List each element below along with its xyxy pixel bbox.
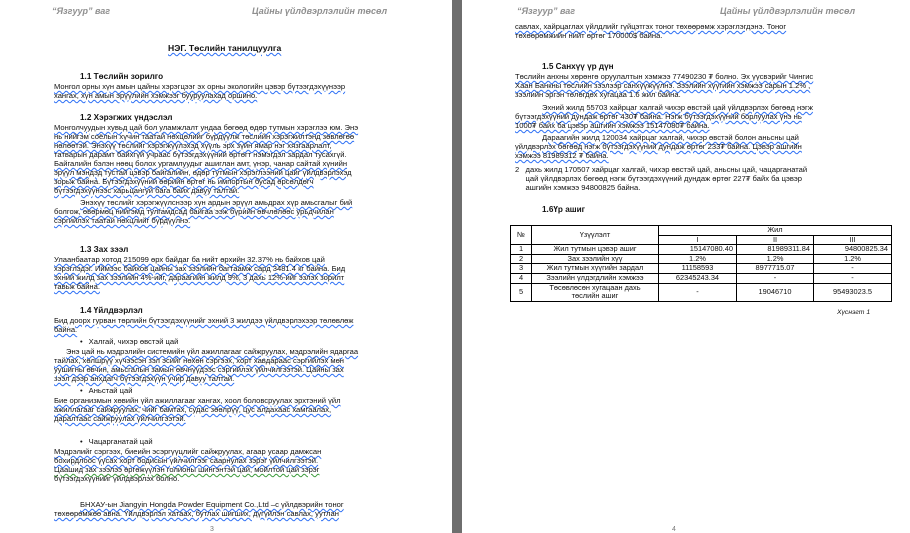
section-heading: 1.2 Хэрэгжих үндэслэл — [80, 113, 173, 122]
text-line: бохирдлоос үүсах хорт бодисын үйлчилгээг саарнулах зэрэг үйлчилгээтэй. — [54, 456, 319, 465]
text-line: 1000₮ байх ба цэвэр ашгийн хэмжээ 15147080₮ байна. — [515, 121, 710, 130]
text-line: Бид доорх гурван төрлийн бүтээгдэхүүнийг эхний 3 жилдээ үйлдвэрлэхээр төлөвлөж — [54, 316, 354, 325]
header-right: Цайны үйлдвэрлэлийн төсөл — [252, 6, 388, 16]
text-line: Бие организмын хөвийн үйл ажиллагааг хангах, хоол боловсруулах эрхтэний үйл — [54, 396, 341, 405]
text-line: Монгол орны хүн амын цайны хэрэгцээг эх орны экологийн цэвэр бүтээгдэхүүнээр — [54, 82, 346, 91]
bullet-item: • Халгай, чихэр өвстэй цай — [80, 337, 178, 346]
text-line: төхөөрөмжөө авна. Үйлдвэрлэл хатаах, бутлах шигших, дүгүйлэн савлах, уутлан — [54, 509, 339, 518]
table-header-year: Жил — [659, 226, 892, 236]
table-caption: Хүснэгт 1 — [837, 309, 871, 316]
row-no: 4 — [511, 273, 532, 283]
text-line: бүтээгдэхүүнээс харьцангуй бага байх давуу талтай. — [54, 186, 240, 195]
text-line: хэрэглэдэг. Иймээс байхов цайны зах зээлийн багтаамж сард 3481.4 кг байна. Бид — [54, 264, 346, 273]
row-value: 1.2% — [659, 254, 737, 264]
row-value: 1.2% — [736, 254, 813, 264]
text-line: зорьж байна. Бүтээгдэхүүний өөрийн өртөг нь импортын бусад өрсөлдөгч — [54, 177, 314, 186]
section-heading: 1.4 Үйлдвэрлэл — [80, 306, 143, 315]
text-line: тавьж байна. — [54, 282, 100, 291]
row-value: 1.2% — [814, 254, 892, 264]
text-line: 2 дахь жилд 170507 хайрцаг халгай, чихэр өвстэй цай, аньсны цай, чацарганатай — [515, 165, 808, 174]
row-label: Төсөвлөсөн хугацаан дахь төслийн ашиг — [532, 283, 659, 301]
text-line: Эхний жилд 55703 хайрцаг халгай чихэр өвстэй цай үйлдвэрлэх бөгөөд нэгж — [542, 103, 813, 112]
text-line: зээлийн эргэн төлөгдөх хугацаа 1.6 жил байна. — [515, 90, 681, 99]
text-line: Энэ цай нь мэдрэлийн системийн үйл ажиллагааг сайжруулах, мэдрэлийн ядаргаа — [66, 347, 359, 356]
text-line: татварын дарамт байхгүй учраас бүтээгдэхүүний өртөгт нэмэгдэл зардал тусахгүй. — [54, 150, 347, 159]
text-line: Төслийн анхны хөрөнгө оруулалтын хэмжээ 77490230 ₮ болно. Эх үүсвэрийг Чингис — [515, 72, 814, 81]
efficiency-table — [510, 225, 892, 302]
text-line: Байгалийн бэлэн нөөц болох ургамлуудыг ашиглан амт, үнэр, чанар сайтай хүнийн — [54, 159, 348, 168]
row-value: 95493023.5 — [814, 283, 892, 301]
row-value: 19046710 — [736, 283, 813, 301]
doc-title: НЭГ. Төслийн танилцуулга — [168, 43, 282, 53]
section-heading: 1.6Үр ашиг — [542, 205, 586, 214]
row-label: Зах зээлийн хүү — [532, 254, 659, 264]
page-number: 3 — [210, 526, 214, 533]
table-header-year-1: I — [659, 235, 737, 245]
table-header-no: № — [511, 226, 532, 245]
row-no: 2 — [511, 254, 532, 264]
row-value: - — [814, 273, 892, 283]
row-value: - — [736, 273, 813, 283]
text-line: Энэхүү төслийг хэрэгжүүлснээр хүн ардын эрүүл амьдрах хүр амьсгалыг бий — [80, 198, 353, 207]
text-line: байна. — [54, 325, 78, 334]
text-line: зээл дээр анхдагч бүтээгдэхүүн учир давуу талтай. — [54, 374, 235, 383]
text-line: уушигны өвчин, амьсгалын замын өвчнүүдээс сэргийлэх үйлчилгээтэй. Цайны зах — [54, 365, 344, 374]
text-line: эрүүл мэндэд тустай цэвэр байгалийн, өдөр тутмын хэрэглээний цайг үйлдвэрлэхэд — [54, 168, 352, 177]
row-value: 11158593 — [659, 264, 737, 274]
table-header-year-2: II — [736, 235, 813, 245]
text-line: хэмжээ 81989312 ₮ байна. — [515, 151, 609, 160]
text-line: цай үйлдвэрлэх бөгөөд нэгж бүтээгдэхүүний дундаж өртөг 227₮ байх ба цэвэр — [515, 174, 802, 183]
text-line: бүтээгдэхүүний дундаж өртөг 430₮ байна. Нэгж бүтээгдэхүүний борлуулах үнэ нь — [515, 112, 802, 121]
table-row — [511, 283, 892, 301]
text-line: Дараагийн жилд 120034 хайрцаг халгай, чихэр өвстэй болон аньсны цай — [542, 133, 799, 142]
document-page-left — [0, 0, 452, 533]
text-line: даралтаас сайжруулах үйлчилгээтэй. — [54, 414, 186, 423]
text-line: нөлөөтэй. Энэхүү төслийг хэрэгжүүлэхэд хүүль эрх зүйн ямар нэг хязгаарлалт, — [54, 141, 332, 150]
text-line: савлах, хайрцаглах үйлдлийг гүйцэтгэх тоног төхөөрөмж хэрэглэгдэнэ. Тоног — [515, 22, 787, 31]
row-value: - — [814, 264, 892, 274]
table-header-indicator: Үзүүлэлт — [532, 226, 659, 245]
document-page-right — [462, 0, 910, 533]
text-line: бүтээгдэхүүнийг үйлдвэрлэх болно. — [54, 474, 180, 483]
text-line: Хаан Банкны төслийн зээлээр санхүүжүүлнэ. Зээлийн хүүгийн хэмжээ сарын 1.2% , — [515, 81, 811, 90]
row-value: 15147080.40 — [659, 245, 737, 255]
text-line: Улаанбаатар хотод 215099 өрх байдаг ба нийт өрхийн 32.37% нь байхов цай — [54, 255, 325, 264]
row-label: Жил тутмын цэвэр ашиг — [532, 245, 659, 255]
text-line: эхний жилд зах зээлийн 4%-ийг, дараагийн жилд 9%, 3 дахь 12%-ийг эзлэх зорилт — [54, 273, 345, 282]
table-row — [511, 245, 892, 255]
text-line: төхөөрөмжийн нийт өртөг 170000$ байна. — [515, 31, 663, 40]
text-line: Цаашид зах зээлээ өргөжүүлэн голионы шингэнтэй цай, мойлтой цай зэрэг — [54, 465, 320, 474]
page-gutter — [452, 0, 462, 533]
text-line: Мэдрэлийг сэргээх, биеийн эсэргүүцлийг сайжруулах, агаар усаар дамжсан — [54, 447, 322, 456]
header-left: “Язгуур” ваг — [52, 6, 111, 16]
text-line: тайлах, хөлшрүү хүчээсэн зэл эсийг нөхөн сэргээх, хорт хавдараас сэргийлэх мөн — [54, 356, 344, 365]
table-header-year-3: III — [814, 235, 892, 245]
text-line: үйлдвэрлэх бөгөөд нэгж бүтээгдэхүүний дундаж өртөг 233₮ байна. Цэвэр ашгийн — [515, 142, 802, 151]
row-value: 94800825.34 — [814, 245, 892, 255]
row-value: 81989311.84 — [736, 245, 813, 255]
section-heading: 1.1 Төслийн зорилго — [80, 72, 164, 81]
row-value: - — [659, 283, 737, 301]
section-heading: 1.3 Зах зээл — [80, 245, 129, 254]
page-number: 4 — [672, 526, 676, 533]
text-line: сэргийлэх таатай нөхцлийг бүрдүүлнэ. — [54, 216, 191, 225]
header-left: “Язгуур” ваг — [517, 6, 576, 16]
text-line: ажиллагааг сайжруулах, чийг бамтах, судас зөөлрүү, цус алдахаас хамгаалах, — [54, 405, 332, 414]
row-no: 1 — [511, 245, 532, 255]
text-line: хангах, хүн амын эрүүлийн хэмжээг бууруулахад оршино. — [54, 91, 258, 100]
bullet-item: • Чацарганатай цай — [80, 437, 153, 446]
text-line: болгож, өвөрмөц нийгэмд тулгамдсад байгаа ээж бүрийн өвчлөлөөс урьдчилан — [54, 207, 334, 216]
row-no: 5 — [511, 283, 532, 301]
row-label: Зээлийн үлдэгдлийн хэмжээ — [532, 273, 659, 283]
header-right: Цайны үйлдвэрлэлийн төсөл — [720, 6, 856, 16]
table-row — [511, 273, 892, 283]
row-no: 3 — [511, 264, 532, 274]
text-line: нь нийгэм соёлын хүчин таатай нөхцөлийг бүрдүүлж төслийн хэрэгжилтэнд зөвлөгөө — [54, 132, 355, 141]
bullet-item: • Аньстай цай — [80, 386, 132, 395]
row-label: Жил тутмын хүүгийн зардал — [532, 264, 659, 274]
section-heading: 1.5 Санхүү үр дүн — [542, 62, 614, 71]
text-line: ашгийн хэмжээ 94800825 байна. — [515, 183, 641, 192]
row-value: 62345243.34 — [659, 273, 737, 283]
text-line: БНХАУ-ын Jiangyin Hongda Powder Equipment Co.,Ltd –с үйлдвэрийн тоног — [80, 500, 344, 509]
row-value: 8977715.07 — [736, 264, 813, 274]
text-line: Монголчуудын хувьд цай бол уламжлалт ундаа бөгөөд өдөр тутмын хэрэглээ юм. Энэ — [54, 123, 359, 132]
